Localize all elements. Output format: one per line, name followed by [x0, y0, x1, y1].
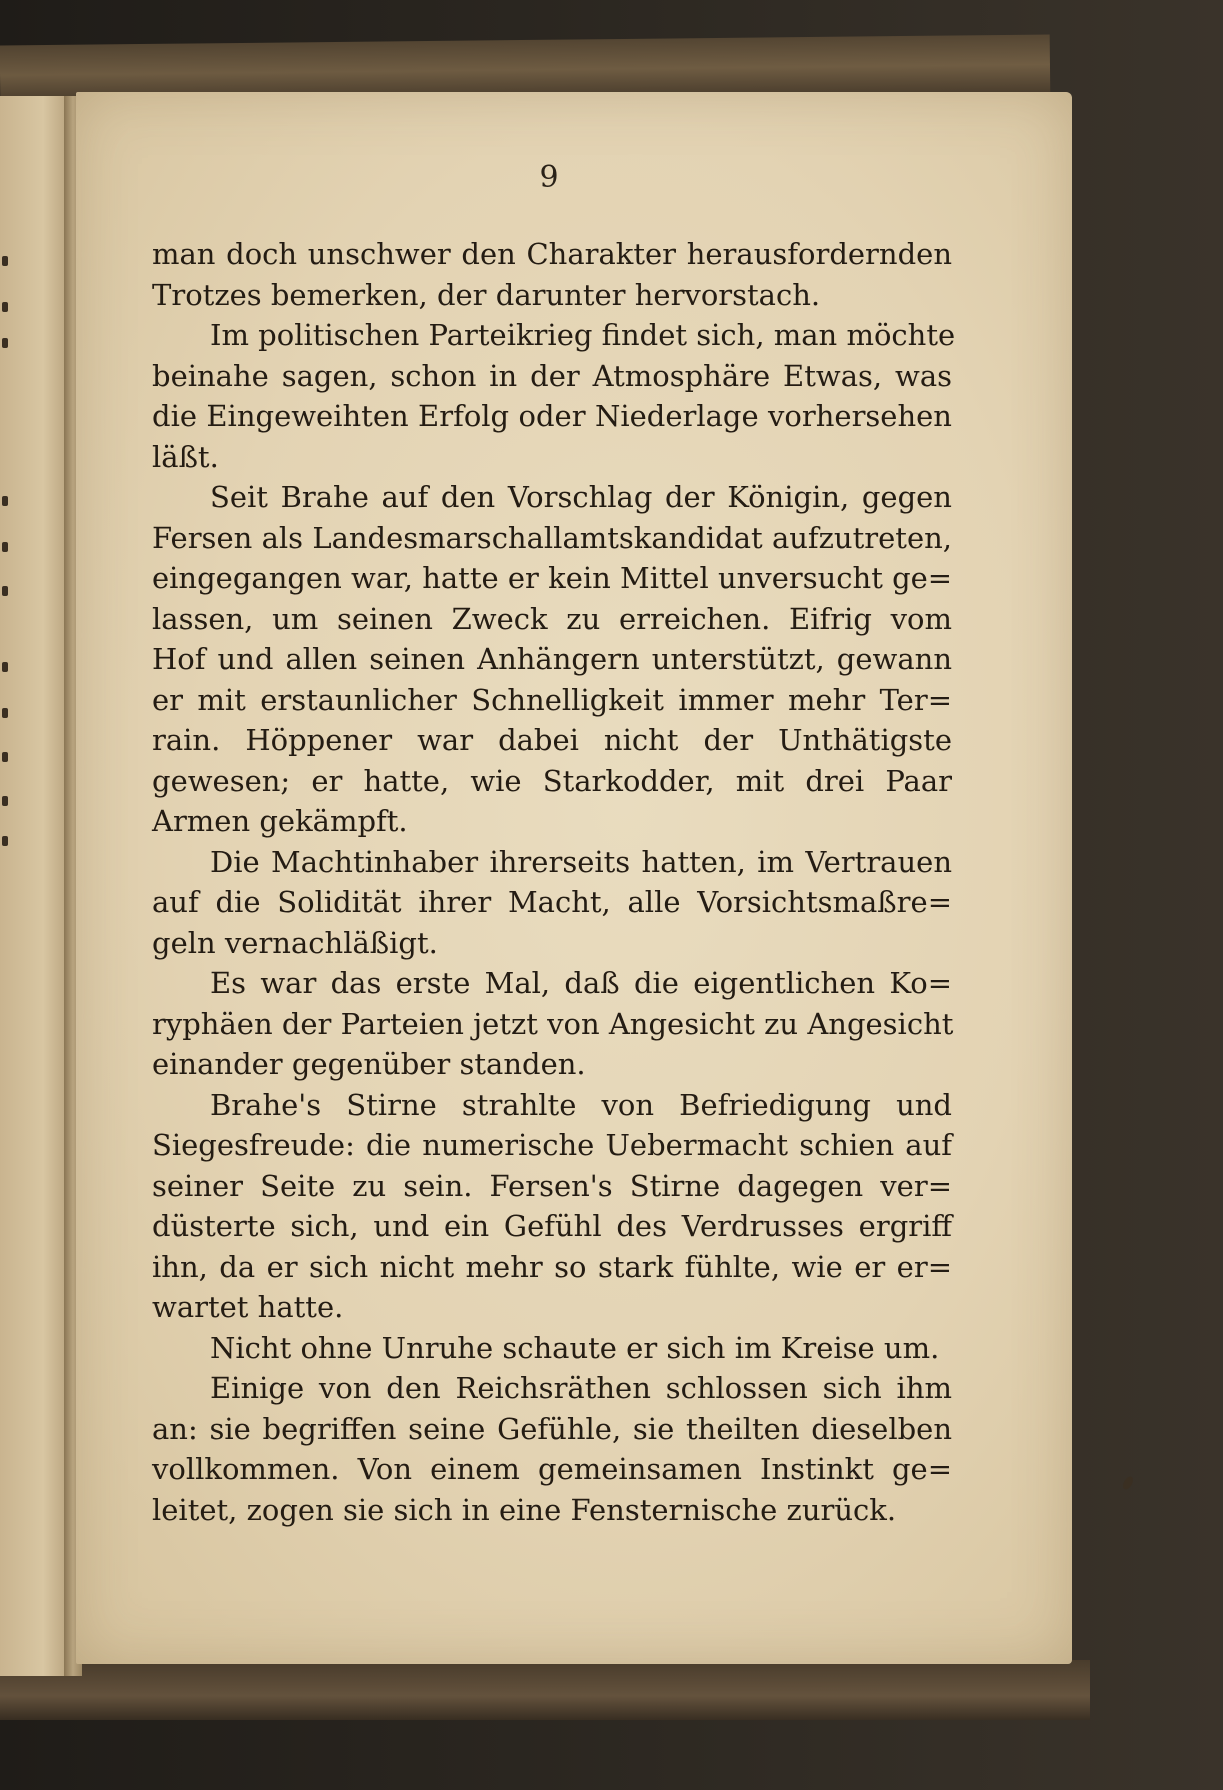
text-line: Brahe's Stirne strahlte von Befriedigung und: [210, 1087, 952, 1122]
text-line: Es war das erste Mal, daß die eigentlichen Ko=: [210, 966, 952, 1000]
text-line: auf die Solidität ihrer Macht, alle Vorsichtsmaßre=: [152, 885, 952, 919]
ink-mark: [2, 708, 8, 718]
ink-mark: [2, 662, 8, 672]
text-line: Hof und allen seinen Anhängern unterstützt, gewann: [152, 642, 952, 676]
ink-mark: [2, 256, 8, 266]
text-line: Die Machtinhaber ihrerseits hatten, im Vertrauen: [210, 844, 952, 879]
text-line: Nicht ohne Unruhe schaute er sich im Kreise um.: [210, 1330, 940, 1365]
book-cover-bottom-edge: [0, 1660, 1090, 1720]
ink-mark: [2, 496, 8, 506]
left-page-edge: [0, 96, 72, 1676]
ink-mark: [2, 302, 8, 312]
text-line: läßt.: [152, 439, 219, 474]
ink-mark: [2, 338, 8, 348]
text-line: eingegangen war, hatte er kein Mittel unversucht ge=: [152, 561, 953, 595]
text-line: beinahe sagen, schon in der Atmosphäre Etwas, was: [152, 358, 952, 393]
text-line: an: sie begriffen seine Gefühle, sie theilten dieselben: [152, 1411, 952, 1446]
text-line: rain. Höppener war dabei nicht der Unthätigste: [152, 723, 952, 757]
text-line: leitet, zogen sie sich in eine Fensternische zurück.: [152, 1492, 897, 1527]
text-line: lassen, um seinen Zweck zu erreichen. Eifrig vom: [152, 601, 952, 636]
text-line: seiner Seite zu sein. Fersen's Stirne dagegen ver=: [152, 1168, 952, 1203]
ink-mark: [2, 586, 8, 596]
text-line: vollkommen. Von einem gemeinsamen Instinkt ge=: [152, 1452, 952, 1486]
page-number: 9: [539, 160, 559, 195]
text-line: wartet hatte.: [152, 1290, 344, 1324]
text-line: Seit Brahe auf den Vorschlag der Königin, gegen: [210, 480, 952, 514]
text-line: geln vernachläßigt.: [152, 925, 438, 960]
text-line: Fersen als Landesmarschallamtskandidat aufzutreten,: [152, 520, 952, 555]
text-line: ryphäen der Parteien jetzt von Angesicht zu Angesicht: [152, 1006, 954, 1041]
text-line: Armen gekämpft.: [152, 804, 408, 838]
text-line: düsterte sich, und ein Gefühl des Verdrusses ergriff: [152, 1209, 952, 1243]
text-line: einander gegenüber standen.: [152, 1047, 586, 1081]
text-line: Siegesfreude: die numerische Uebermacht schien auf: [152, 1128, 952, 1162]
text-line: die Eingeweihten Erfolg oder Niederlage vorhersehen: [152, 399, 952, 433]
text-line: ihn, da er sich nicht mehr so stark fühlte, wie er er=: [152, 1249, 952, 1284]
page-text: [152, 234, 956, 1530]
ink-mark: [2, 752, 8, 762]
text-line: Im politischen Parteikrieg findet sich, man möchte: [210, 318, 956, 352]
text-line: Einige von den Reichsräthen schlossen sich ihm: [210, 1371, 952, 1405]
text-line: gewesen; er hatte, wie Starkodder, mit drei Paar: [152, 763, 952, 798]
text-line: Trotzes bemerken, der darunter hervorstach.: [152, 277, 821, 312]
ink-mark: [2, 796, 8, 806]
text-line: man doch unschwer den Charakter herausfordernden: [152, 237, 952, 271]
ink-mark: [2, 542, 8, 552]
ink-mark: [2, 836, 8, 846]
text-line: er mit erstaunlicher Schnelligkeit immer mehr Ter=: [152, 682, 952, 717]
